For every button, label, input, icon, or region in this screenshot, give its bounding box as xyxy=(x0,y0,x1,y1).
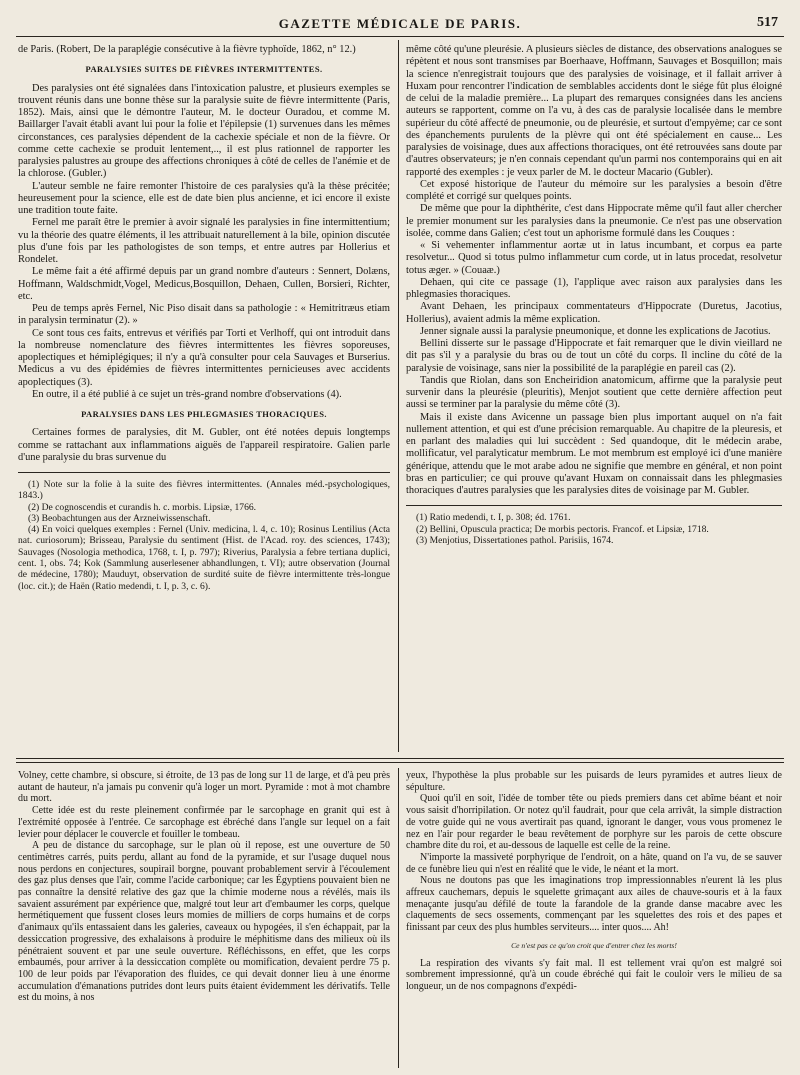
footnotes xyxy=(406,505,782,546)
paragraph: En outre, il a été publié à ce sujet un très-grand nombre d'observations (4). xyxy=(32,388,342,400)
paragraph: Mais il existe dans Avicenne un passage bien plus important auquel on n'a fait nullement attention, et qui est d'une précision remarquable. Au chapitre de la pleuresis, et en parlant des maladies qui lui succèdent : Sed quandoque, dit le médecin arabe, mollificatur, vel paralyticatur membrum. Le mot membrum est employé ici d'une manière générique, attendu que le mot arabe adou ne signifie que membre en général, et non point bras en particulier; ce qui prouve qu'avant Huxam on connaissait dans les phlegmasies thoraciques d'autres paralysies que les paralysies dites de voisinage par M. Gubler. xyxy=(406,411,782,496)
paragraph: yeux, l'hypothèse la plus probable sur les puisards de leurs pyramides et autres lieux de sépulture. xyxy=(406,770,782,793)
column-divider xyxy=(398,40,399,752)
paragraph: Fernel me paraît être le premier à avoir signalé les paralysies in fine intermittentium; vu la théorie des quatre éléments, il les attribuait naturellement à la bile, opinion discutée plus d'une fois par les pathologistes de son temps, et entre autres par Hollerius et Rondelet. xyxy=(18,217,390,265)
journal-title: GAZETTE MÉDICALE DE PARIS. xyxy=(278,16,522,31)
paragraph: L'auteur semble ne faire remonter l'histoire de ces paralysies qu'à la thèse précitée; heureusement pour la science, elle est de date bien plus ancienne, et ici encore il existe une tradition toute faite. xyxy=(18,180,390,216)
footnote: (4) En voici quelques exemples : Fernel (Univ. medicina, l. 4, c. 10); Rosinus Lentilius (Acta nat. curiosorum); Brisseau, Paralysie du sentiment (Hist. de l'Acad. roy. des sciences, 1743); Sauvages (Nosologia methodica, 1768, t. I, p. 797); Riverius, Paralysia a febre tertiana duplici, cent. 1, obs. 74; Kok (Sammlung auserlesener abhandlungen, t. VI); autre observation (Journal de médecine, 1780); Mauduyt, observation de surdité suite de fièvre intermittente très-longue (loc. cit.); de Haën (Ratio medendi, t. I, p. 3, c. 6). xyxy=(18,524,390,592)
paragraph: Des paralysies ont été signalées dans l'intoxication palustre, et plusieurs exemples se trouvent réunis dans une bonne thèse sur la paralysie suite de fièvre intermittente (Paris, 1852). Mais, ainsi que le démontre l'auteur, M. le docteur Ouradou, et comme M. Baillarger l'avait établi avant lui pour la folie et l'épilepsie (1) survenues dans les mêmes circonstances, ces paralysies dépendent de la cachexie spéciale et non de la fièvre. Or comme cette cachexie se produit lentement,.., il est plus rationnel de rapporter les paralysies palustres au groupe des affections chroniques à côté de celles de l'anémie et de la chlorose. (Gubler.) xyxy=(18,82,390,180)
paragraph: A peu de distance du sarcophage, sur le plan où il repose, est une ouverture de 50 centimètres carrés, puits perdu, allant au fond de la pyramide, et sur l'usage duquel nous nous perdons en conjectures, soupirail borgne, pouvant probablement servir à l'écoulement des gaz plus denses que l'air, comme l'acide carbonique; car les Égyptiens pouvaient bien ne pas connaître la densité relative des gaz que la chimie moderne nous a révélés, mais ils savaient assurément par expérience que, malgré tout leur art d'embaumer les corps, quelque hermétiquement que fussent closes leurs momies de milliers de corps humains et de corps d'animaux qu'ils entassaient dans les galeries, caveaux ou hypogées, il s'en échappait, par la dessiccation progressive, des exhalaisons à produire le méphitisme dans des milieux où ils pénétraient souvent et par une seule ouverture. Réfléchissons, en effet, que les corps embaumés, pour arriver à la dessiccation complète ou momification, devaient perdre 75 p. 100 de leur poids par l'évaporation des fluides, ce qui devait donner lieu à une énorme accumulation d'émanations putrides dont leurs puits étaient évidemment les dérivatifs. Telle est du moins, à nos xyxy=(18,840,390,1004)
paragraph: « Si vehementer inflammentur aortæ ut in latus incumbant, et corpus ea parte resolvetur... Quod si totus pulmo inflammetur cum corde, ut in latus procedat, resolvetur totus æger. » (Couaæ.) xyxy=(406,240,782,276)
paragraph: Jenner signale aussi la paralysie pneumonique, et donne les explications de Jacotius. xyxy=(420,325,771,337)
top-right-column xyxy=(406,44,782,546)
paragraph: Peu de temps après Fernel, Nic Piso disait dans sa pathologie : « Hemitritræus etiam in paralysin terminatur (2). » xyxy=(18,303,390,327)
paragraph: Dehaen, qui cite ce passage (1), l'applique avec raison aux paralysies dans les phlegmasies thoraciques. xyxy=(406,276,782,300)
bottom-left-column xyxy=(18,770,390,1004)
footnote-separator xyxy=(18,472,390,473)
footnote: (2) De cognoscendis et curandis h. c. morbis. Lipsiæ, 1766. xyxy=(28,501,257,513)
section-divider xyxy=(16,762,784,763)
page-header xyxy=(0,14,800,34)
paragraph: même côté qu'une pleurésie. A plusieurs siècles de distance, des observations analogues se répètent et nous sont transmises par Boerhaave, Hoffmann, Sauvages et Bosquillon; mais la science n'enregistrait toujours que des paralysies de voisinage, et il fallait arriver à Huxam pour rencontrer l'indication de semblables accidents dont le siége fût plus éloigné de celui de la maladie première... La plupart des remarques consignées dans les anciens auteurs se rapportent, comme on l'a vu, à des cas de paralysie localisée dans le membre supérieur du côté affecté de pneumonie, ou de pleurésie, et surtout d'empyème; car ce sont des épanchements purulents de la plèvre qui ont été spécialement en cause... Les paralysies de voisinage, dues aux affections thoraciques, ont été retrouvées sans doute par d'autres observateurs; je n'en connais cependant qu'un parmi nos contemporains qui en ait rapporté des exemples : je veux parler de M. le docteur Macario (Gubler). xyxy=(406,44,782,178)
section-divider xyxy=(16,758,784,759)
paragraph: Volney, cette chambre, si obscure, si étroite, de 13 pas de long sur 11 de large, et d'à peu près autant de hauteur, n'a jamais pu convenir qu'à loger un mort. Pyramide : mot à mot chambre du mort. xyxy=(18,770,390,805)
paragraph: Tandis que Riolan, dans son Encheiridion anatomicum, affirme que la paralysie peut survenir dans la pleurésie (pleuritis), Menjot soutient que cette dernière affection peut aussi se terminer par la paralysie du même côté (3). xyxy=(406,374,782,411)
paragraph: Certaines formes de paralysies, dit M. Gubler, ont été notées depuis longtemps comme se rattachant aux inflammations aiguës de l'appareil respiratoire. Galien parle d'une paralysie du bras survenue du xyxy=(18,427,390,463)
footnote: (2) Bellini, Opuscula practica; De morbis pectoris. Francof. et Lipsiæ, 1718. xyxy=(416,523,709,535)
footnote: (1) Ratio medendi, t. I, p. 308; éd. 1761. xyxy=(416,512,571,524)
top-left-column xyxy=(18,44,390,592)
footnote: (3) Menjotius, Dissertationes pathol. Parisiis, 1674. xyxy=(416,534,614,546)
header-rule xyxy=(16,36,784,37)
paragraph: La respiration des vivants s'y fait mal. Il est tellement vrai qu'on est malgré soi sombrement impressionné, qu'à un coude ébréché qui fait le couloir vers le milieu de sa longueur, un de nos compagnons d'expédi- xyxy=(406,957,782,992)
footnote: (1) Note sur la folie à la suite des fièvres intermittentes. (Annales méd.-psychologiques, 1843.) xyxy=(18,479,390,502)
paragraph: Bellini disserte sur le passage d'Hippocrate et fait remarquer que le divin vieillard ne dit pas s'il y a paralysie du bras ou de tout un côté du corps. Il incline du côté de la paralysie de voisinage, sans nier la possibilité de la paraplégie en pareil cas (2). xyxy=(406,338,782,374)
paragraph: Quoi qu'il en soit, l'idée de tomber tête ou pieds premiers dans cet abîme béant et noir vous saisit d'horripilation. Or notez qu'il faudrait, pour que cela arrivât, la simple distraction de votre guide qui ne vous avertirait pas quand, ignorant le danger, vous vous promenez le nez en l'air pour regarder le beau revêtement de porphyre sur les parois de cette obscure chambre dite du roi, et au-dessous de laquelle est celle de la reine. xyxy=(406,793,782,852)
section-heading: PARALYSIES DANS LES PHLEGMASIES THORACIQUES. xyxy=(81,409,327,419)
subheading: Ce n'est pas ce qu'on croit que d'entrer chez les morts! xyxy=(511,940,677,950)
paragraph: Avant Dehaen, les principaux commentateurs d'Hippocrate (Duretus, Jacotius, Hollerius), avaient admis la même explication. xyxy=(406,301,782,325)
paragraph: Cette idée est du reste pleinement confirmée par le sarcophage en granit qui est à l'extrémité opposée à l'entrée. Ce sarcophage est ébréché dans l'angle sur lequel on a fait levier pour déplacer le couvercle et fouiller le tombeau. xyxy=(18,805,390,840)
section-heading: PARALYSIES SUITES DE FIÈVRES INTERMITTENTES. xyxy=(85,64,323,75)
bottom-right-column xyxy=(406,770,782,993)
paragraph: Le même fait a été affirmé depuis par un grand nombre d'auteurs : Sennert, Dolæns, Hoffmann, Waldschmidt,Vogel, Medicus,Bosquillon, Dehaen, Cullen, Borsieri, Richter, etc. xyxy=(18,266,390,302)
paragraph: De même que pour la diphthérite, c'est dans Hippocrate même qu'il faut aller chercher le premier monument sur les paralysies dans la pneumonie. Ce n'est pas une observation isolée, comme dans Galien; c'est tout un aphorisme formulé dans les Couques : xyxy=(406,203,782,239)
footnote-separator xyxy=(406,505,782,506)
footnotes xyxy=(18,472,390,592)
paragraph: Ce sont tous ces faits, entrevus et vérifiés par Torti et Verlhoff, qui ont introduit dans la nombreuse nomenclature des fièvres intermittentes les fièvres soporeuses, apoplectiques et hémiplégiques; il n'y a qu'à consulter pour cela Sauvages et Burserius. Medicus a vu des épidémies de fièvres intermittentes pernicieuses avec accidents apoplectiques (3). xyxy=(18,327,390,388)
paragraph: Nous ne doutons pas que les imaginations trop impressionnables n'eurent là les plus affreux cauchemars, depuis le squelette grimaçant aux ailes de chauve-souris et à la faux menaçante jusqu'au défilé de toute la farandole de la grande danse macabre avec les claquements de secs ossements, commençant par les squelettes des rois et des papes et finissant par ceux des plus humbles serviteurs.... inter quos.... Ah! xyxy=(406,875,782,934)
page-number: 517 xyxy=(757,15,778,30)
paragraph: N'importe la massiveté porphyrique de l'endroit, on a hâte, quand on l'a vu, de se sauver de ce funèbre lieu qui n'est en réalité que le vide, le néant et la mort. xyxy=(406,851,782,875)
footnote: (3) Beobachtungen aus der Arzneiwissenschaft. xyxy=(28,512,211,524)
paragraph: de Paris. (Robert, De la paraplégie consécutive à la fièvre typhoïde, 1862, n° 12.) xyxy=(18,44,356,55)
paragraph: Cet exposé historique de l'auteur du mémoire sur les paralysies a besoin d'être complété et corrigé sur quelques points. xyxy=(406,178,782,202)
column-divider xyxy=(398,768,399,1068)
